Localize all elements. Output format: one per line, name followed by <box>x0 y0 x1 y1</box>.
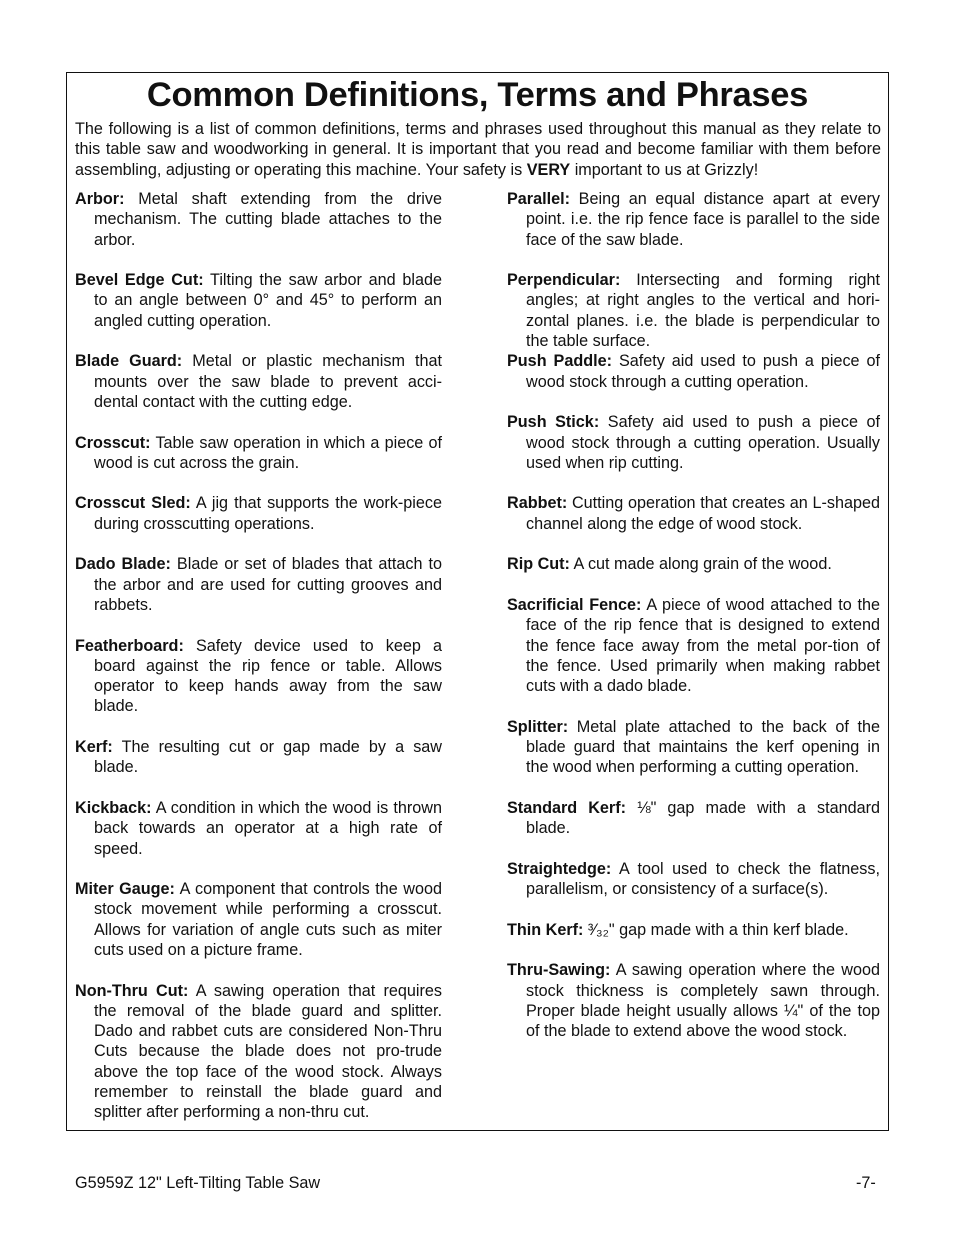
definition-bevel-edge-cut <box>75 270 442 331</box>
definition-text: A cut made along grain of the wood. <box>569 555 832 574</box>
definition-text: Safety aid used to push a piece of wood stock through a cutting operation. Usually used when rip cutting. <box>526 413 880 472</box>
footer-model: G5959Z 12" Left-Tilting Table Saw <box>75 1174 321 1192</box>
definition-term: Miter Gauge: <box>75 880 175 899</box>
definition-text: A sawing operation that requires the removal of the blade guard and splitter. Dado and rabbet cuts are considered Non-Thru Cuts because the blade does not pro-trude above the top face of the wood stock. Always remember to reinstall the blade guard and splitter after performing a non-thru cut. <box>94 981 442 1122</box>
definition-rip-cut <box>507 554 880 574</box>
definition-term: Sacrificial Fence: <box>507 595 642 614</box>
definition-text: Metal or plastic mechanism that mounts over the saw blade to prevent acci-dental contact with the cutting edge. <box>94 352 442 411</box>
definition-text: A piece of wood attached to the face of the rip fence that is designed to extend the fence face away from the metal por-tion of the fence. Used primarily when making rabbet cuts with a dado blade. <box>526 595 880 696</box>
definition-text: Safety aid used to push a piece of wood stock through a cutting operation. <box>526 352 880 391</box>
definition-non-thru-cut <box>75 981 442 1123</box>
intro-paragraph <box>75 119 881 180</box>
definition-text: Intersecting and forming right angles; at right angles to the vertical and hori-zontal planes. i.e. the blade is perpendicular to the table surface. <box>526 271 880 351</box>
definition-text: A jig that supports the work-piece during crosscutting operations. <box>94 494 442 533</box>
definition-text: A sawing operation where the wood stock thickness is completely sawn through. Proper blade height usually allows ¼" of the top of the blade to extend above the wood stock. <box>526 961 880 1041</box>
definition-text: A condition in which the wood is thrown back towards an operator at a high rate of speed. <box>94 798 442 858</box>
definition-term: Arbor: <box>75 190 125 208</box>
definition-text: ⅛" gap made with a standard blade. <box>526 798 880 838</box>
definition-term: Splitter: <box>507 717 569 736</box>
definition-text: The resulting cut or gap made by a saw blade. <box>94 738 442 777</box>
definition-perpendicular <box>507 270 880 351</box>
definition-term: Featherboard: <box>75 636 184 655</box>
page-title: Common Definitions, Terms and Phrases <box>146 76 809 114</box>
definition-term: Push Paddle: <box>507 352 612 371</box>
definitions-right-column <box>507 189 880 1041</box>
definition-text: A tool used to check the flatness, parallelism, or consistency of a surface(s). <box>526 859 880 899</box>
definition-parallel <box>507 189 880 250</box>
definition-kerf <box>75 737 442 778</box>
definition-term: Rabbet: <box>507 494 568 513</box>
definition-term: Kerf: <box>75 738 113 757</box>
definition-term: Rip Cut: <box>507 555 570 574</box>
definition-featherboard <box>75 636 442 717</box>
definition-term: Standard Kerf: <box>507 798 627 817</box>
definition-text: Safety device used to keep a board against the rip fence or table. Allows operator to keep hands away from the saw blade. <box>94 636 442 716</box>
definition-crosscut <box>75 433 442 474</box>
definition-crosscut-sled <box>75 493 442 534</box>
definition-term: Blade Guard: <box>75 352 183 371</box>
definition-text: Cutting operation that creates an L-shaped channel along the edge of wood stock. <box>526 494 880 533</box>
definition-term: Bevel Edge Cut: <box>75 271 204 290</box>
definition-term: Thin Kerf: <box>507 920 584 939</box>
definition-text: Being an equal distance apart at every point. i.e. the rip fence face is parallel to the side face of the saw blade. <box>526 190 880 249</box>
definition-kickback <box>75 798 442 859</box>
definition-miter-gauge <box>75 879 442 960</box>
definition-term: Crosscut: <box>75 433 151 452</box>
definition-push-paddle <box>507 351 880 392</box>
definition-standard-kerf <box>507 798 880 839</box>
definition-term: Perpendicular: <box>507 271 621 290</box>
definition-splitter <box>507 717 880 778</box>
definition-term: Crosscut Sled: <box>75 494 191 513</box>
intro-text-end: important to us at Grizzly! <box>570 160 759 179</box>
definition-thru-sawing <box>507 960 880 1041</box>
definition-text: Tilting the saw arbor and blade to an angle between 0° and 45° to perform an angled cutting operation. <box>94 271 442 330</box>
definition-term: Kickback: <box>75 798 152 817</box>
definitions-left-column <box>75 189 442 1123</box>
definition-dado-blade <box>75 554 442 615</box>
definition-straightedge <box>507 859 880 900</box>
definition-term: Parallel: <box>507 190 570 208</box>
definition-term: Dado Blade: <box>75 555 171 574</box>
definition-blade-guard <box>75 351 442 412</box>
definition-push-stick <box>507 412 880 473</box>
definition-text: A component that controls the wood stock movement while performing a crosscut. Allows for variation of angle cuts such as miter cuts used on a picture frame. <box>94 880 443 959</box>
definition-term: Straightedge: <box>507 859 612 878</box>
definition-rabbet <box>507 493 880 534</box>
definition-term: Push Stick: <box>507 413 600 432</box>
definition-thin-kerf <box>507 920 880 940</box>
definition-sacrificial-fence <box>507 595 880 696</box>
definition-text: Table saw operation in which a piece of wood is cut across the grain. <box>94 433 442 472</box>
definition-text: Blade or set of blades that attach to the arbor and are used for cutting grooves and rabbets. <box>94 555 442 614</box>
footer-page-number: -7- <box>856 1174 876 1192</box>
definition-term: Non-Thru Cut: <box>75 981 189 1000</box>
definition-text: Metal plate attached to the back of the blade guard that maintains the kerf opening in the wood when performing a cutting operation. <box>526 717 880 777</box>
definition-text: ³⁄₃₂" gap made with a thin kerf blade. <box>583 920 849 939</box>
intro-emphasis: VERY <box>526 160 571 179</box>
intro-text: The following is a list of common definitions, terms and phrases used throughout this manual as they relate to this table saw and woodworking in general. It is important that you read and become familiar with them before assembling, adjusting or operating this machine. Your safety is <box>75 120 881 179</box>
definition-term: Thru-Sawing: <box>507 961 611 980</box>
definition-arbor <box>75 189 442 250</box>
definition-text: Metal shaft extending from the drive mechanism. The cutting blade attaches to the arbor. <box>94 190 442 249</box>
